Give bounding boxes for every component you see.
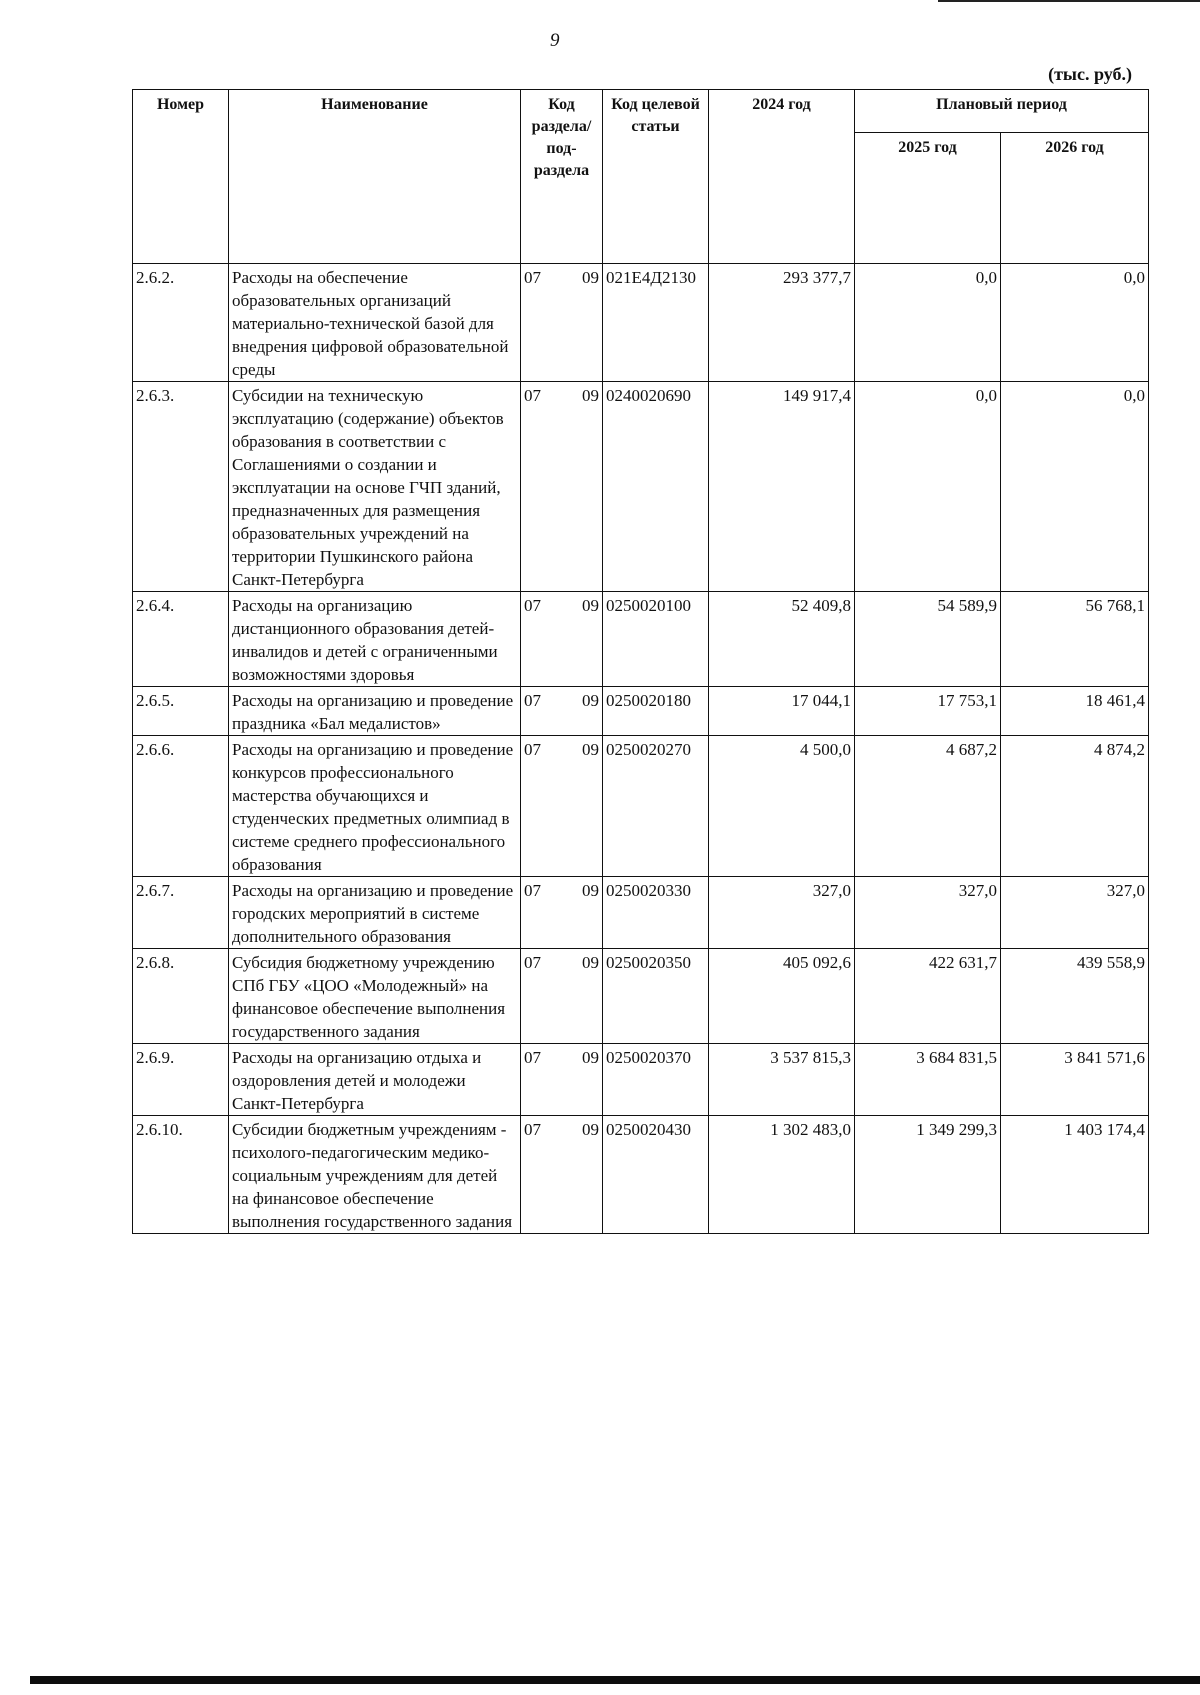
row-subsection: 09: [582, 881, 599, 900]
row-amount-2026: 1 403 174,4: [1001, 1116, 1149, 1234]
row-name: Субсидии на техническую эксплуатацию (содержание) объектов образования в соответствии с Соглашениями о создании и эксплуатации на основе ГЧП зданий, предназначенных для размещения образовательных учреждений на территории Пушкинского района Санкт-Петербурга: [229, 382, 521, 592]
row-amount-2025: 0,0: [855, 264, 1001, 382]
row-number: 2.6.5.: [133, 687, 229, 736]
row-section: 07: [524, 386, 541, 405]
row-amount-2024: 52 409,8: [709, 592, 855, 687]
row-subsection: 09: [582, 691, 599, 710]
row-name: Субсидия бюджетному учреждению СПб ГБУ «ЦОО «Молодежный» на финансовое обеспечение выполнения государственного задания: [229, 949, 521, 1044]
row-subsection: 09: [582, 1048, 599, 1067]
row-subsection: 09: [582, 740, 599, 759]
header-planned-period: Плановый период: [855, 90, 1149, 133]
row-section: 07: [524, 691, 541, 710]
row-section-code: [521, 382, 603, 592]
header-year-2026: 2026 год: [1001, 133, 1149, 264]
row-amount-2024: 3 537 815,3: [709, 1044, 855, 1116]
row-section: 07: [524, 596, 541, 615]
table-row: [133, 592, 1149, 687]
row-amount-2024: 149 917,4: [709, 382, 855, 592]
row-name: Расходы на обеспечение образовательных организаций материально-технической базой для внедрения цифровой образовательной среды: [229, 264, 521, 382]
budget-table: [132, 89, 1149, 1234]
table-row: [133, 1116, 1149, 1234]
row-section: 07: [524, 881, 541, 900]
row-name: Расходы на организацию отдыха и оздоровления детей и молодежи Санкт-Петербурга: [229, 1044, 521, 1116]
header-section-code: Код раздела/ под-раздела: [521, 90, 603, 264]
row-section: 07: [524, 953, 541, 972]
row-number: 2.6.6.: [133, 736, 229, 877]
top-border-line: [938, 0, 1200, 2]
header-year-2025: 2025 год: [855, 133, 1001, 264]
row-amount-2024: 17 044,1: [709, 687, 855, 736]
table-row: [133, 949, 1149, 1044]
row-target-code: 0240020690: [603, 382, 709, 592]
row-section-code: [521, 1044, 603, 1116]
row-subsection: 09: [582, 953, 599, 972]
row-target-code: 0250020100: [603, 592, 709, 687]
row-amount-2024: 405 092,6: [709, 949, 855, 1044]
row-name: Расходы на организацию и проведение городских мероприятий в системе дополнительного образования: [229, 877, 521, 949]
row-section: 07: [524, 268, 541, 287]
row-amount-2026: 0,0: [1001, 264, 1149, 382]
row-target-code: 0250020330: [603, 877, 709, 949]
row-amount-2025: 3 684 831,5: [855, 1044, 1001, 1116]
table-row: [133, 687, 1149, 736]
row-amount-2024: 327,0: [709, 877, 855, 949]
header-name: Наименование: [229, 90, 521, 264]
row-target-code: 0250020430: [603, 1116, 709, 1234]
units-label: (тыс. руб.): [1048, 64, 1132, 84]
header-number: Номер: [133, 90, 229, 264]
row-section-code: [521, 877, 603, 949]
row-target-code: 0250020180: [603, 687, 709, 736]
row-target-code: 0250020370: [603, 1044, 709, 1116]
row-number: 2.6.3.: [133, 382, 229, 592]
table-row: [133, 877, 1149, 949]
table-row: [133, 736, 1149, 877]
row-amount-2025: 17 753,1: [855, 687, 1001, 736]
row-amount-2026: 56 768,1: [1001, 592, 1149, 687]
row-amount-2025: 54 589,9: [855, 592, 1001, 687]
row-amount-2025: 422 631,7: [855, 949, 1001, 1044]
row-amount-2025: 0,0: [855, 382, 1001, 592]
table-row: [133, 264, 1149, 382]
row-section-code: [521, 264, 603, 382]
header-year-2024: 2024 год: [709, 90, 855, 264]
row-target-code: 021Е4Д2130: [603, 264, 709, 382]
row-number: 2.6.7.: [133, 877, 229, 949]
row-amount-2026: 0,0: [1001, 382, 1149, 592]
row-amount-2024: 293 377,7: [709, 264, 855, 382]
row-number: 2.6.8.: [133, 949, 229, 1044]
table-header: [133, 90, 1149, 264]
header-target-code: Код целевой статьи: [603, 90, 709, 264]
row-amount-2024: 1 302 483,0: [709, 1116, 855, 1234]
table-body: [133, 264, 1149, 1234]
row-number: 2.6.4.: [133, 592, 229, 687]
row-amount-2025: 4 687,2: [855, 736, 1001, 877]
row-target-code: 0250020270: [603, 736, 709, 877]
row-number: 2.6.9.: [133, 1044, 229, 1116]
row-name: Расходы на организацию и проведение конкурсов профессионального мастерства обучающихся и студенческих предметных олимпиад в системе среднего профессионального образования: [229, 736, 521, 877]
row-section: 07: [524, 1048, 541, 1067]
row-name: Расходы на организацию дистанционного образования детей-инвалидов и детей с ограниченными возможностями здоровья: [229, 592, 521, 687]
row-section-code: [521, 736, 603, 877]
row-section-code: [521, 592, 603, 687]
table-row: [133, 382, 1149, 592]
row-section-code: [521, 949, 603, 1044]
row-amount-2025: 327,0: [855, 877, 1001, 949]
row-subsection: 09: [582, 386, 599, 405]
row-section: 07: [524, 1120, 541, 1139]
row-target-code: 0250020350: [603, 949, 709, 1044]
row-subsection: 09: [582, 268, 599, 287]
row-number: 2.6.2.: [133, 264, 229, 382]
bottom-border-line: [30, 1676, 1200, 1684]
row-amount-2026: 439 558,9: [1001, 949, 1149, 1044]
row-number: 2.6.10.: [133, 1116, 229, 1234]
table-row: [133, 1044, 1149, 1116]
row-section-code: [521, 687, 603, 736]
page-number: 9: [550, 30, 560, 51]
row-section-code: [521, 1116, 603, 1234]
row-amount-2024: 4 500,0: [709, 736, 855, 877]
row-subsection: 09: [582, 596, 599, 615]
row-amount-2025: 1 349 299,3: [855, 1116, 1001, 1234]
row-amount-2026: 3 841 571,6: [1001, 1044, 1149, 1116]
row-subsection: 09: [582, 1120, 599, 1139]
row-amount-2026: 18 461,4: [1001, 687, 1149, 736]
row-name: Субсидии бюджетным учреждениям - психолого-педагогическим медико-социальным учреждениям для детей на финансовое обеспечение выполнения государственного задания: [229, 1116, 521, 1234]
row-amount-2026: 4 874,2: [1001, 736, 1149, 877]
row-name: Расходы на организацию и проведение праздника «Бал медалистов»: [229, 687, 521, 736]
row-amount-2026: 327,0: [1001, 877, 1149, 949]
row-section: 07: [524, 740, 541, 759]
